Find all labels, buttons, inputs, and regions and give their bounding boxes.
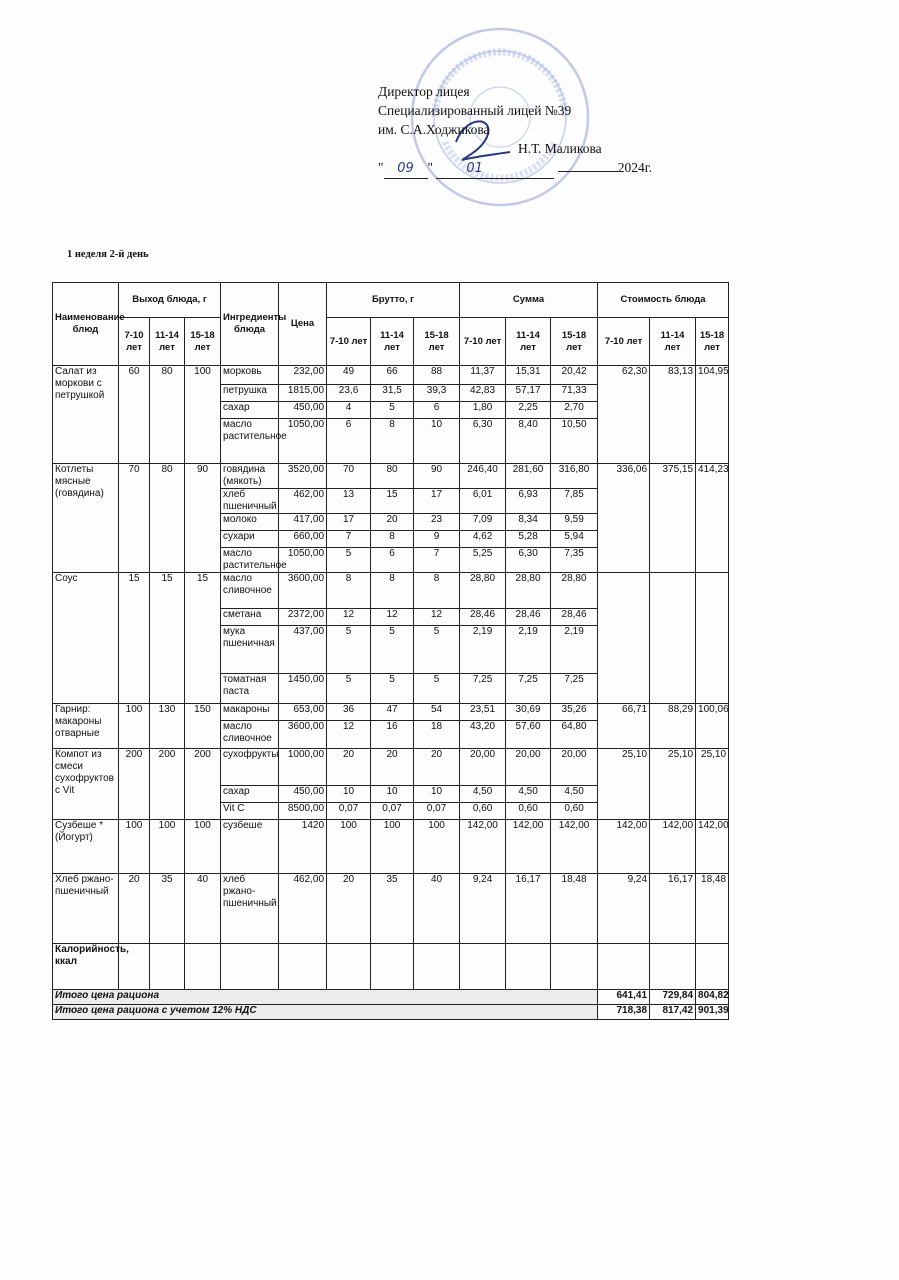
table-row	[53, 704, 729, 721]
date-quote-open: "	[378, 160, 384, 175]
ingredient-brutto: 12	[371, 609, 414, 626]
age-header: 7-10 лет	[327, 318, 371, 366]
dish-output: 100	[150, 820, 185, 874]
ingredient-sum: 10,50	[551, 419, 598, 464]
ingredient-brutto: 5	[327, 674, 371, 704]
age-header: 15-18 лет	[185, 318, 221, 366]
empty-cell	[327, 944, 371, 990]
ingredient-price: 1450,00	[279, 674, 327, 704]
total-value: 804,82	[696, 990, 729, 1005]
date-quote-close: "	[427, 160, 434, 175]
ingredient-brutto: 18	[414, 721, 460, 749]
dish-cost: 25,10	[650, 749, 696, 820]
ingredient-brutto: 6	[371, 548, 414, 573]
ingredient-brutto: 8	[414, 573, 460, 609]
dish-cost: 83,13	[650, 366, 696, 464]
ingredient-sum: 7,25	[460, 674, 506, 704]
ingredient-brutto: 0,07	[371, 803, 414, 820]
ingredient-name: масло растительное	[221, 548, 279, 573]
ingredient-name: сахар	[221, 786, 279, 803]
ingredient-sum: 2,70	[551, 402, 598, 419]
dish-output: 150	[185, 704, 221, 749]
ingredient-sum: 28,80	[551, 573, 598, 609]
dish-name: Сузбеше *(Йогурт)	[53, 820, 119, 874]
ingredient-sum: 1,80	[460, 402, 506, 419]
total-value: 901,39	[696, 1005, 729, 1020]
dish-cost: 18,48	[696, 874, 729, 944]
menu-table	[52, 282, 729, 1020]
date-year: 2024г.	[617, 160, 653, 175]
dish-cost	[696, 573, 729, 704]
ingredient-brutto: 5	[371, 402, 414, 419]
table-body	[53, 366, 729, 1020]
ingredient-sum: 4,50	[551, 786, 598, 803]
ingredient-price: 3600,00	[279, 573, 327, 609]
ingredient-name: масло растительное	[221, 419, 279, 464]
ingredient-name: масло сливочное	[221, 721, 279, 749]
ingredient-sum: 316,80	[551, 464, 598, 489]
col-brutto: Брутто, г	[327, 283, 460, 318]
dish-name: Котлеты мясные (говядина)	[53, 464, 119, 573]
ingredient-brutto: 80	[371, 464, 414, 489]
ingredient-sum: 7,25	[551, 674, 598, 704]
ingredient-sum: 0,60	[506, 803, 551, 820]
dish-cost: 25,10	[598, 749, 650, 820]
dish-cost: 414,23	[696, 464, 729, 573]
ingredient-brutto: 5	[371, 674, 414, 704]
empty-cell	[506, 944, 551, 990]
ingredient-sum: 2,19	[506, 626, 551, 674]
ingredient-name: масло сливочное	[221, 573, 279, 609]
ingredient-price: 653,00	[279, 704, 327, 721]
signer-name: Н.Т. Маликова	[518, 141, 602, 156]
empty-cell	[650, 944, 696, 990]
ingredient-sum: 28,80	[460, 573, 506, 609]
ingredient-brutto: 10	[414, 419, 460, 464]
ingredient-sum: 4,62	[460, 531, 506, 548]
ingredient-name: сахар	[221, 402, 279, 419]
dish-cost: 142,00	[598, 820, 650, 874]
ingredient-brutto: 20	[327, 874, 371, 944]
ingredient-brutto: 10	[414, 786, 460, 803]
empty-cell	[221, 944, 279, 990]
dish-cost: 142,00	[696, 820, 729, 874]
date-day: 09	[384, 159, 428, 179]
ingredient-name: Vit C	[221, 803, 279, 820]
ingredient-brutto: 100	[414, 820, 460, 874]
age-header: 11-14 лет	[506, 318, 551, 366]
ingredient-brutto: 35	[371, 874, 414, 944]
empty-cell	[460, 944, 506, 990]
ingredient-price: 660,00	[279, 531, 327, 548]
ingredient-name: макароны	[221, 704, 279, 721]
total-label: Итого цена рациона	[53, 990, 598, 1005]
ingredient-sum: 4,50	[460, 786, 506, 803]
ingredient-sum: 2,19	[551, 626, 598, 674]
ingredient-price: 1050,00	[279, 548, 327, 573]
director-title: Директор лицея	[378, 84, 470, 99]
dish-output: 35	[150, 874, 185, 944]
dish-name: Соус	[53, 573, 119, 704]
ingredient-brutto: 12	[327, 609, 371, 626]
ingredient-name: сметана	[221, 609, 279, 626]
ingredient-brutto: 17	[327, 514, 371, 531]
dish-cost	[650, 573, 696, 704]
ingredient-brutto: 8	[371, 419, 414, 464]
ingredient-brutto: 15	[371, 489, 414, 514]
ingredient-brutto: 7	[414, 548, 460, 573]
ingredient-brutto: 5	[414, 626, 460, 674]
ingredient-sum: 16,17	[506, 874, 551, 944]
ingredient-sum: 0,60	[551, 803, 598, 820]
ingredient-price: 462,00	[279, 874, 327, 944]
ingredient-brutto: 7	[327, 531, 371, 548]
ingredient-sum: 35,26	[551, 704, 598, 721]
date-month: 01	[436, 159, 554, 179]
dish-output: 80	[150, 464, 185, 573]
ingredient-brutto: 49	[327, 366, 371, 385]
total-value: 641,41	[598, 990, 650, 1005]
total-row	[53, 990, 729, 1005]
ingredient-brutto: 20	[327, 749, 371, 786]
approval-header	[378, 82, 653, 176]
ingredient-sum: 20,00	[460, 749, 506, 786]
ingredient-sum: 20,00	[551, 749, 598, 786]
ingredient-sum: 9,59	[551, 514, 598, 531]
ingredient-brutto: 5	[371, 626, 414, 674]
ingredient-sum: 43,20	[460, 721, 506, 749]
age-header: 15-18 лет	[696, 318, 729, 366]
ingredient-sum: 281,60	[506, 464, 551, 489]
ingredient-brutto: 36	[327, 704, 371, 721]
ingredient-sum: 28,46	[460, 609, 506, 626]
ingredient-sum: 28,46	[506, 609, 551, 626]
ingredient-sum: 7,35	[551, 548, 598, 573]
ingredient-sum: 42,83	[460, 385, 506, 402]
ingredient-sum: 23,51	[460, 704, 506, 721]
dish-output: 70	[119, 464, 150, 573]
ingredient-sum: 7,25	[506, 674, 551, 704]
total-value: 729,84	[650, 990, 696, 1005]
empty-cell	[696, 944, 729, 990]
ingredient-brutto: 12	[327, 721, 371, 749]
ingredient-brutto: 5	[327, 548, 371, 573]
ingredient-sum: 5,25	[460, 548, 506, 573]
empty-cell	[150, 944, 185, 990]
ingredient-sum: 0,60	[460, 803, 506, 820]
ingredient-sum: 4,50	[506, 786, 551, 803]
dish-cost: 142,00	[650, 820, 696, 874]
ingredient-brutto: 20	[414, 749, 460, 786]
ingredient-brutto: 5	[414, 674, 460, 704]
ingredient-sum: 15,31	[506, 366, 551, 385]
total-row	[53, 1005, 729, 1020]
ingredient-sum: 6,30	[460, 419, 506, 464]
dish-output: 60	[119, 366, 150, 464]
empty-cell	[371, 944, 414, 990]
age-header: 11-14 лет	[371, 318, 414, 366]
ingredient-name: томатная паста	[221, 674, 279, 704]
total-label: Итого цена рациона с учетом 12% НДС	[53, 1005, 598, 1020]
ingredient-name: морковь	[221, 366, 279, 385]
col-name: Наименование блюд	[53, 283, 119, 366]
dish-output: 100	[185, 820, 221, 874]
ingredient-price: 1420	[279, 820, 327, 874]
ingredient-sum: 7,09	[460, 514, 506, 531]
ingredient-sum: 6,30	[506, 548, 551, 573]
dish-output: 200	[185, 749, 221, 820]
ingredient-brutto: 8	[327, 573, 371, 609]
table-row	[53, 749, 729, 786]
ingredient-price: 1050,00	[279, 419, 327, 464]
ingredient-name: молоко	[221, 514, 279, 531]
dish-cost: 100,06	[696, 704, 729, 749]
school-name-2: им. С.А.Ходжикова	[378, 122, 490, 137]
ingredient-sum: 6,01	[460, 489, 506, 514]
school-name: Специализированный лицей №39	[378, 103, 572, 118]
ingredient-sum: 30,69	[506, 704, 551, 721]
col-price: Цена	[279, 283, 327, 366]
ingredient-price: 450,00	[279, 402, 327, 419]
empty-cell	[185, 944, 221, 990]
ingredient-sum: 142,00	[551, 820, 598, 874]
ingredient-brutto: 47	[371, 704, 414, 721]
dish-cost: 104,95	[696, 366, 729, 464]
dish-name: Хлеб ржано-пшеничный	[53, 874, 119, 944]
ingredient-brutto: 20	[371, 514, 414, 531]
dish-name: Компот из смеси сухофруктов с Vit	[53, 749, 119, 820]
total-value: 817,42	[650, 1005, 696, 1020]
ingredient-price: 437,00	[279, 626, 327, 674]
ingredient-sum: 2,25	[506, 402, 551, 419]
ingredient-brutto: 4	[327, 402, 371, 419]
ingredient-sum: 142,00	[506, 820, 551, 874]
ingredient-price: 1000,00	[279, 749, 327, 786]
col-output: Выход блюда, г	[119, 283, 221, 318]
ingredient-brutto: 39,3	[414, 385, 460, 402]
dish-output: 15	[150, 573, 185, 704]
ingredient-brutto: 10	[327, 786, 371, 803]
ingredient-sum: 8,40	[506, 419, 551, 464]
ingredient-brutto: 23	[414, 514, 460, 531]
empty-cell	[414, 944, 460, 990]
dish-output: 90	[185, 464, 221, 573]
ingredient-brutto: 17	[414, 489, 460, 514]
empty-cell	[279, 944, 327, 990]
age-header: 7-10 лет	[598, 318, 650, 366]
col-cost: Стоимость блюда	[598, 283, 729, 318]
ingredient-brutto: 6	[414, 402, 460, 419]
ingredient-sum: 9,24	[460, 874, 506, 944]
empty-cell	[598, 944, 650, 990]
dish-output: 40	[185, 874, 221, 944]
table-row	[53, 820, 729, 874]
ingredient-brutto: 66	[371, 366, 414, 385]
dish-output: 100	[119, 704, 150, 749]
dish-output: 200	[150, 749, 185, 820]
dish-cost: 62,30	[598, 366, 650, 464]
ingredient-brutto: 40	[414, 874, 460, 944]
empty-cell	[551, 944, 598, 990]
ingredient-price: 450,00	[279, 786, 327, 803]
table-row	[53, 874, 729, 944]
ingredient-brutto: 16	[371, 721, 414, 749]
week-label: 1 неделя 2-й день	[67, 249, 149, 260]
ingredient-name: хлеб пшеничный	[221, 489, 279, 514]
ingredient-brutto: 54	[414, 704, 460, 721]
dish-name: Гарнир: макароны отварные	[53, 704, 119, 749]
dish-cost: 25,10	[696, 749, 729, 820]
ingredient-brutto: 100	[327, 820, 371, 874]
ingredient-sum: 2,19	[460, 626, 506, 674]
ingredient-brutto: 90	[414, 464, 460, 489]
ingredient-sum: 8,34	[506, 514, 551, 531]
ingredient-brutto: 8	[371, 531, 414, 548]
calorie-row	[53, 944, 729, 990]
ingredient-sum: 11,37	[460, 366, 506, 385]
table-row	[53, 573, 729, 609]
ingredient-sum: 5,94	[551, 531, 598, 548]
age-header: 11-14 лет	[650, 318, 696, 366]
ingredient-brutto: 10	[371, 786, 414, 803]
ingredient-name: говядина (мякоть)	[221, 464, 279, 489]
ingredient-price: 462,00	[279, 489, 327, 514]
ingredient-sum: 71,33	[551, 385, 598, 402]
dish-cost: 336,06	[598, 464, 650, 573]
ingredient-brutto: 8	[371, 573, 414, 609]
dish-cost: 375,15	[650, 464, 696, 573]
ingredient-brutto: 6	[327, 419, 371, 464]
age-header: 11-14 лет	[150, 318, 185, 366]
ingredient-sum: 5,28	[506, 531, 551, 548]
dish-cost	[598, 573, 650, 704]
ingredient-price: 8500,00	[279, 803, 327, 820]
ingredient-sum: 20,42	[551, 366, 598, 385]
ingredient-brutto: 70	[327, 464, 371, 489]
ingredient-price: 2372,00	[279, 609, 327, 626]
dish-output: 20	[119, 874, 150, 944]
ingredient-sum: 18,48	[551, 874, 598, 944]
ingredient-price: 1815,00	[279, 385, 327, 402]
age-header: 15-18 лет	[414, 318, 460, 366]
ingredient-sum: 6,93	[506, 489, 551, 514]
ingredient-sum: 246,40	[460, 464, 506, 489]
ingredient-brutto: 9	[414, 531, 460, 548]
dish-cost: 16,17	[650, 874, 696, 944]
table-head	[53, 283, 729, 366]
table-row	[53, 366, 729, 385]
ingredient-brutto: 23,6	[327, 385, 371, 402]
dish-cost: 88,29	[650, 704, 696, 749]
dish-output: 80	[150, 366, 185, 464]
age-header: 15-18 лет	[551, 318, 598, 366]
ingredient-sum: 28,80	[506, 573, 551, 609]
calorie-label: Калорийность, ккал	[53, 944, 119, 990]
ingredient-name: петрушка	[221, 385, 279, 402]
dish-output: 15	[185, 573, 221, 704]
ingredient-sum: 28,46	[551, 609, 598, 626]
ingredient-name: сухофрукты	[221, 749, 279, 786]
total-value: 718,38	[598, 1005, 650, 1020]
table-row	[53, 464, 729, 489]
dish-cost: 9,24	[598, 874, 650, 944]
ingredient-price: 3520,00	[279, 464, 327, 489]
dish-output: 200	[119, 749, 150, 820]
ingredient-brutto: 0,07	[414, 803, 460, 820]
ingredient-sum: 57,60	[506, 721, 551, 749]
ingredient-brutto: 20	[371, 749, 414, 786]
approval-date	[378, 158, 652, 179]
ingredient-sum: 57,17	[506, 385, 551, 402]
col-ingredients: Ингредиенты блюда	[221, 283, 279, 366]
ingredient-sum: 20,00	[506, 749, 551, 786]
ingredient-brutto: 31,5	[371, 385, 414, 402]
age-header: 7-10 лет	[460, 318, 506, 366]
ingredient-name: мука пшеничная	[221, 626, 279, 674]
dish-cost: 66,71	[598, 704, 650, 749]
ingredient-sum: 142,00	[460, 820, 506, 874]
dish-name: Салат из моркови с петрушкой	[53, 366, 119, 464]
ingredient-brutto: 5	[327, 626, 371, 674]
dish-output: 15	[119, 573, 150, 704]
dish-output: 100	[119, 820, 150, 874]
age-header: 7-10 лет	[119, 318, 150, 366]
ingredient-brutto: 13	[327, 489, 371, 514]
ingredient-sum: 7,85	[551, 489, 598, 514]
ingredient-name: хлеб ржано-пшеничный	[221, 874, 279, 944]
dish-output: 130	[150, 704, 185, 749]
ingredient-brutto: 12	[414, 609, 460, 626]
ingredient-name: сухари	[221, 531, 279, 548]
ingredient-price: 232,00	[279, 366, 327, 385]
dish-output: 100	[185, 366, 221, 464]
ingredient-brutto: 100	[371, 820, 414, 874]
ingredient-price: 3600,00	[279, 721, 327, 749]
ingredient-brutto: 88	[414, 366, 460, 385]
ingredient-name: сузбеше	[221, 820, 279, 874]
age-row	[53, 318, 729, 366]
ingredient-price: 417,00	[279, 514, 327, 531]
ingredient-brutto: 0,07	[327, 803, 371, 820]
col-sum: Сумма	[460, 283, 598, 318]
ingredient-sum: 64,80	[551, 721, 598, 749]
